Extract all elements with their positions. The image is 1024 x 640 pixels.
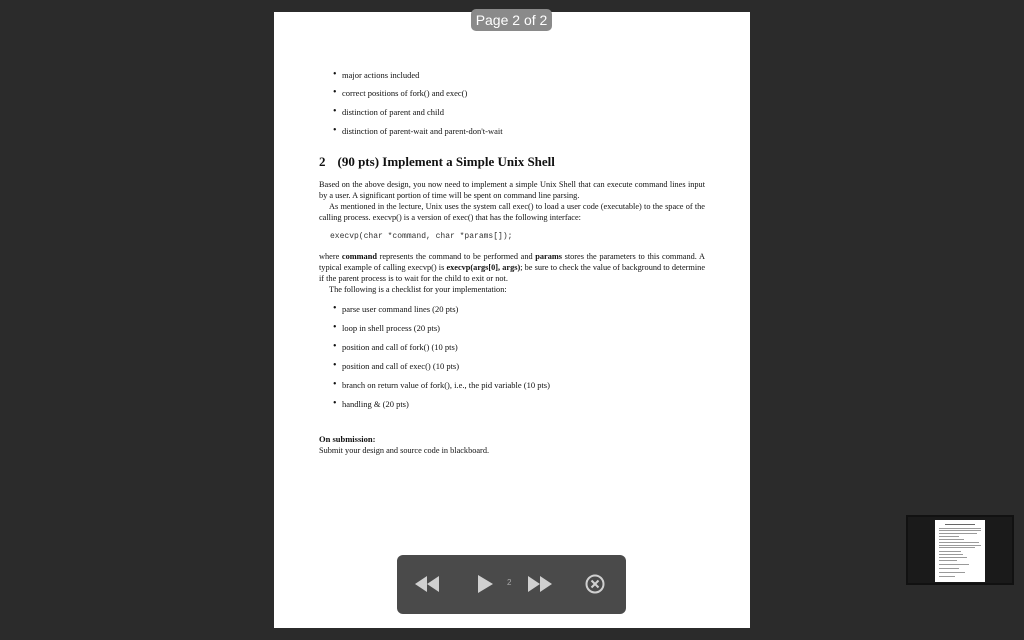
fast-forward-icon xyxy=(526,573,554,595)
thumbnail-line xyxy=(939,568,959,569)
thumbnail-line xyxy=(939,576,955,577)
list-item: • major actions included xyxy=(342,70,419,80)
list-item: • branch on return value of fork(), i.e., the pid variable (10 pts) xyxy=(342,380,550,390)
thumbnail-line xyxy=(939,560,957,561)
rewind-icon xyxy=(413,573,441,595)
code-snippet: execvp(char *command, char *params[]); xyxy=(330,232,513,241)
section-heading xyxy=(319,154,555,170)
page-indicator: Page 2 of 2 xyxy=(471,9,552,31)
page-thumbnail[interactable] xyxy=(906,515,1014,585)
list-item: • handling & (20 pts) xyxy=(342,399,409,409)
list-item: • position and call of exec() (10 pts) xyxy=(342,361,459,371)
thumbnail-page xyxy=(935,520,985,582)
thumbnail-line xyxy=(939,557,967,558)
thumbnail-line xyxy=(939,530,981,531)
thumbnail-line xyxy=(939,551,961,552)
thumbnail-line xyxy=(939,545,981,546)
thumbnail-line xyxy=(939,536,959,537)
list-item: • correct positions of fork() and exec() xyxy=(342,88,467,98)
thumbnail-line xyxy=(939,528,981,529)
play-button[interactable] xyxy=(475,573,495,595)
list-item: • distinction of parent and child xyxy=(342,107,444,117)
thumbnail-line xyxy=(939,554,963,555)
list-item: • loop in shell process (20 pts) xyxy=(342,323,440,333)
close-button[interactable] xyxy=(584,573,606,595)
presentation-controls xyxy=(397,555,626,614)
play-icon xyxy=(475,573,495,595)
list-item: • distinction of parent-wait and parent-don't-wait xyxy=(342,126,503,136)
paragraph-exec: As mentioned in the lecture, Unix uses the system call exec() to load a user code (executable) to the space of the calling process. execvp() is a version of exec() that has the following interface: xyxy=(319,202,705,222)
list-item: • position and call of fork() (10 pts) xyxy=(342,342,458,352)
submission-text: Submit your design and source code in blackboard. xyxy=(319,446,490,455)
thumbnail-line xyxy=(939,547,975,548)
next-button[interactable] xyxy=(526,573,554,595)
list-item: • parse user command lines (20 pts) xyxy=(342,304,458,314)
paragraph-checklist-intro: The following is a checklist for your implementation: xyxy=(329,285,507,294)
previous-button[interactable] xyxy=(413,573,441,595)
thumbnail-line xyxy=(945,524,975,525)
thumbnail-line xyxy=(939,564,969,565)
current-page-number: 2 xyxy=(507,578,512,587)
thumbnail-line xyxy=(939,572,965,573)
close-icon xyxy=(584,573,606,595)
thumbnail-line xyxy=(939,539,964,540)
thumbnail-line xyxy=(939,533,977,534)
section-title: (90 pts) Implement a Simple Unix Shell xyxy=(337,154,555,169)
submission-heading: On submission: xyxy=(319,434,376,444)
paragraph-execvp: where command represents the command to be performed and params stores the parameters to this command. A typical example of calling execvp() is execvp(args[0], args); be sure to check the value of background to determine if the parent process is to wait for the child to exit or not. xyxy=(319,252,706,283)
document-page xyxy=(274,12,750,628)
thumbnail-line xyxy=(939,542,979,543)
section-number: 2 xyxy=(319,154,326,169)
paragraph-intro: Based on the above design, you now need to implement a simple Unix Shell that can execute command lines input by a user. A significant portion of time will be spent on command line parsing. xyxy=(319,180,705,200)
